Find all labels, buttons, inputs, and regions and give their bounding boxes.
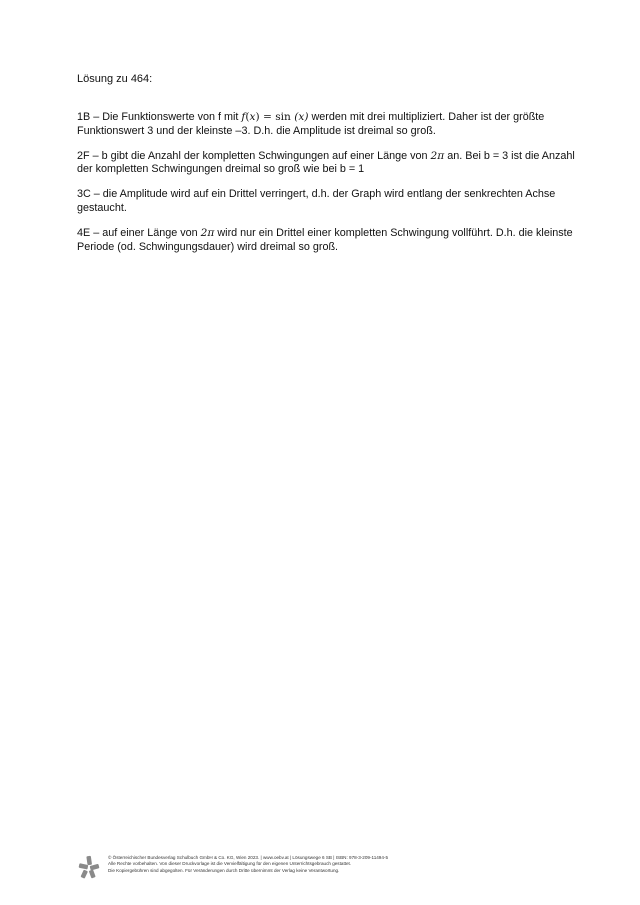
- answer-list: [77, 111, 577, 266]
- footer-line-1: © Österreichischer Bundesverlag Schulbuch GmbH & Co. KG, Wien 2023. | www.oebv.at | Lösungswege 6 SB | ISBN: 978-3-209-11494-5: [108, 855, 389, 860]
- answer-1b-line-1: [77, 111, 577, 125]
- answer-4e-line-1: [77, 227, 577, 241]
- answer-1b-text-post: werden mit drei multipliziert. Daher ist der größte: [308, 111, 545, 123]
- answer-4e-text-pre: 4E – auf einer Länge von: [77, 227, 201, 240]
- answer-3c-line-1: 3C – die Amplitude wird auf ein Drittel verringert, d.h. der Graph wird entlang der senkrechten Achse: [77, 188, 556, 201]
- answer-4e-text-post: wird nur ein Drittel einer kompletten Schwingung vollführt. D.h. die kleinste: [214, 227, 573, 240]
- footer-line-2: Alle Rechte vorbehalten. Von dieser Druckvorlage ist die Vervielfältigung für den eigenen Unterrichtsgebrauch gestattet.: [108, 861, 352, 867]
- answer-3c: [77, 188, 577, 215]
- answer-1b-line-2: Funktionswert 3 und der kleinste –3. D.h. die Amplitude ist dreimal so groß.: [77, 124, 436, 137]
- answer-1b-text-pre: 1B – Die Funktionswerte von f mit: [77, 111, 242, 123]
- solution-heading: Lösung zu 464:: [77, 73, 153, 85]
- footer-line-3: Die Kopiergebühren sind abgegolten. Für Veränderungen durch Dritte übernimmt der Verlag keine Verantwortung.: [108, 867, 340, 873]
- answer-2f: [77, 150, 577, 177]
- answer-4e-line-2: Periode (od. Schwingungsdauer) wird dreimal so groß.: [77, 240, 339, 253]
- answer-3c-line-2: gestaucht.: [77, 201, 127, 214]
- formula-2pi: 2π: [200, 227, 215, 240]
- answer-2f-line-1: [77, 150, 577, 164]
- formula-f-of-x: f(x) = sin (x): [241, 111, 309, 123]
- footer-copyright: [108, 855, 388, 874]
- answer-2f-text-pre: 2F – b gibt die Anzahl der kompletten Schwingungen auf einer Länge von: [77, 149, 431, 162]
- oebv-logo-icon: [78, 855, 100, 879]
- answer-2f-text-post: an. Bei b = 3 ist die Anzahl: [444, 149, 575, 162]
- answer-1b: [77, 111, 577, 138]
- answer-2f-line-2: der kompletten Schwingungen dreimal so groß wie bei b = 1: [77, 163, 365, 176]
- formula-2pi: 2π: [430, 149, 445, 162]
- answer-4e: [77, 227, 577, 254]
- page-footer: [78, 855, 578, 881]
